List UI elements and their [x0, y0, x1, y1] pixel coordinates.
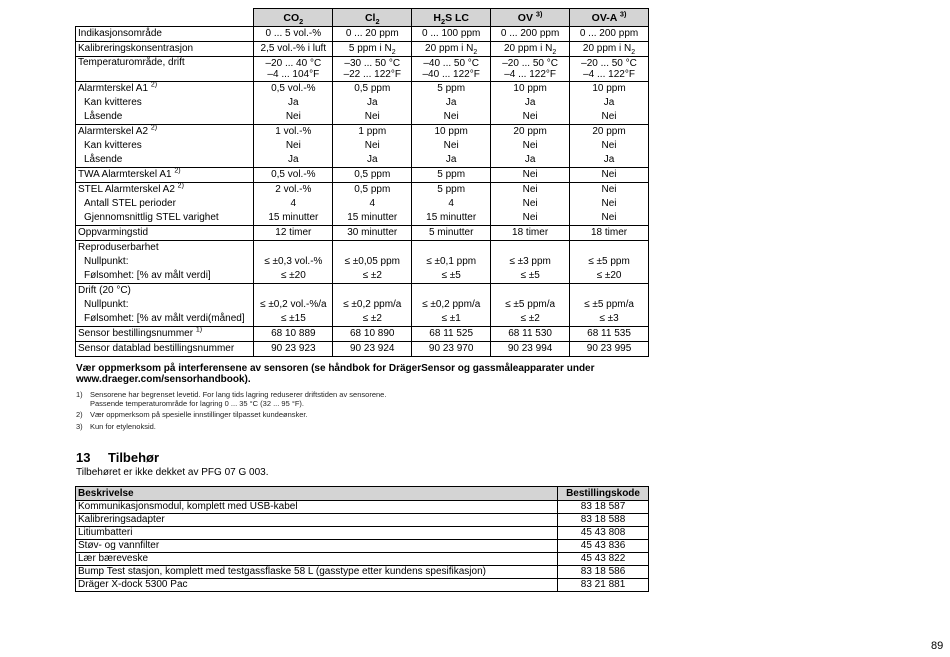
spec-cell: Nei — [254, 110, 333, 125]
spec-cell — [491, 284, 570, 299]
spec-cell: 90 23 924 — [333, 342, 412, 357]
spec-row-label: Alarmterskel A1 $^{2)}$ — [76, 82, 254, 97]
spec-cell: 12 timer — [254, 226, 333, 241]
spec-row-label: Følsomhet: [% av målt verdi(måned] — [76, 312, 254, 327]
spec-cell: ≤ ±1 — [412, 312, 491, 327]
spec-cell: Nei — [570, 197, 649, 211]
spec-cell: ≤ ±5 — [491, 269, 570, 284]
acc-row — [76, 527, 649, 540]
spec-cell: 0 ... 20 ppm — [333, 27, 412, 42]
spec-cell: Ja — [254, 96, 333, 110]
spec-cell: 4 — [333, 197, 412, 211]
spec-cell: ≤ ±2 — [333, 269, 412, 284]
spec-row — [76, 168, 649, 183]
acc-desc: Bump Test stasjon, komplett med testgassflaske 58 L (gasstype etter kundens spesifikasjon) — [76, 566, 558, 579]
col-header-h2s: $H_2S$ LC — [412, 9, 491, 27]
spec-row — [76, 96, 649, 110]
spec-cell — [570, 241, 649, 256]
spec-cell: Nei — [412, 110, 491, 125]
spec-cell: Nei — [491, 211, 570, 226]
col-header-co2: $CO_2$ — [254, 9, 333, 27]
spec-cell — [570, 284, 649, 299]
acc-code: 45 43 808 — [558, 527, 649, 540]
section-subtitle: Tilbehøret er ikke dekket av PFG 07 G 003. — [76, 467, 269, 478]
specification-table — [75, 8, 649, 357]
spec-cell: 68 10 889 — [254, 327, 333, 342]
acc-desc: Dräger X-dock 5300 Pac — [76, 579, 558, 592]
spec-cell: –20 ... 50 °C –4 ... 122°F — [491, 57, 570, 82]
spec-cell: 5 ppm — [412, 168, 491, 183]
spec-cell: 68 11 530 — [491, 327, 570, 342]
spec-cell: 68 11 525 — [412, 327, 491, 342]
spec-row — [76, 312, 649, 327]
spec-cell — [491, 241, 570, 256]
acc-header-desc: Beskrivelse — [76, 487, 558, 501]
acc-code: 45 43 836 — [558, 540, 649, 553]
acc-desc: Litiumbatteri — [76, 527, 558, 540]
spec-row — [76, 57, 649, 82]
spec-row-label: TWA Alarmterskel A1 $^{2)}$ — [76, 168, 254, 183]
spec-cell: ≤ ±3 — [570, 312, 649, 327]
acc-desc: Støv- og vannfilter — [76, 540, 558, 553]
acc-code: 83 18 587 — [558, 501, 649, 514]
spec-cell: 10 ppm — [412, 125, 491, 140]
spec-cell — [333, 241, 412, 256]
spec-row-label: Kalibreringskonsentrasjon — [76, 42, 254, 57]
spec-cell: 20 ppm i $N_2$ — [570, 42, 649, 57]
spec-cell: 2,5 vol.-% i luft — [254, 42, 333, 57]
spec-cell: Nei — [570, 183, 649, 198]
spec-cell: 5 ppm i $N_2$ — [333, 42, 412, 57]
spec-row-label: Sensor bestillingsnummer $^{1)}$ — [76, 327, 254, 342]
spec-cell: Ja — [333, 96, 412, 110]
acc-row — [76, 566, 649, 579]
spec-cell: Nei — [491, 110, 570, 125]
spec-cell: ≤ ±0,1 ppm — [412, 255, 491, 269]
spec-cell — [412, 284, 491, 299]
spec-cell: Ja — [333, 153, 412, 168]
spec-cell: Nei — [491, 197, 570, 211]
spec-row-label: Temperaturområde, drift — [76, 57, 254, 82]
spec-cell: 5 ppm — [412, 82, 491, 97]
spec-cell: Nei — [570, 110, 649, 125]
spec-cell: 30 minutter — [333, 226, 412, 241]
spec-cell — [254, 241, 333, 256]
spec-row — [76, 183, 649, 198]
acc-desc: Kommunikasjonsmodul, komplett med USB-kabel — [76, 501, 558, 514]
spec-row — [76, 284, 649, 299]
spec-body — [76, 27, 649, 357]
spec-row-label: Oppvarmingstid — [76, 226, 254, 241]
spec-cell: 90 23 995 — [570, 342, 649, 357]
spec-row-label: Reproduserbarhet — [76, 241, 254, 256]
spec-cell: –20 ... 50 °C –4 ... 122°F — [570, 57, 649, 82]
spec-cell: ≤ ±0,3 vol.-% — [254, 255, 333, 269]
spec-cell: 1 ppm — [333, 125, 412, 140]
spec-row-label: Alarmterskel A2 $^{2)}$ — [76, 125, 254, 140]
acc-row — [76, 501, 649, 514]
spec-cell: –20 ... 40 °C –4 ... 104°F — [254, 57, 333, 82]
spec-cell: Nei — [491, 139, 570, 153]
spec-cell: Ja — [491, 96, 570, 110]
spec-row — [76, 139, 649, 153]
spec-cell: Ja — [412, 96, 491, 110]
spec-row — [76, 269, 649, 284]
spec-cell: –40 ... 50 °C –40 ... 122°F — [412, 57, 491, 82]
col-header-cl2: $Cl_2$ — [333, 9, 412, 27]
spec-cell: ≤ ±2 — [491, 312, 570, 327]
spec-cell: Ja — [491, 153, 570, 168]
spec-row — [76, 82, 649, 97]
spec-cell: ≤ ±0,2 ppm/a — [412, 298, 491, 312]
spec-cell: Ja — [412, 153, 491, 168]
acc-code: 83 18 586 — [558, 566, 649, 579]
spec-cell: 2 vol.-% — [254, 183, 333, 198]
spec-cell: 5 minutter — [412, 226, 491, 241]
acc-code: 83 18 588 — [558, 514, 649, 527]
acc-row — [76, 553, 649, 566]
spec-cell: 0,5 ppm — [333, 183, 412, 198]
spec-row-label: Kan kvitteres — [76, 139, 254, 153]
spec-cell: 0 ... 200 ppm — [491, 27, 570, 42]
spec-cell: 90 23 923 — [254, 342, 333, 357]
spec-cell: 90 23 994 — [491, 342, 570, 357]
spec-row — [76, 298, 649, 312]
spec-row-label: STEL Alarmterskel A2 $^{2)}$ — [76, 183, 254, 198]
spec-cell: Nei — [570, 139, 649, 153]
acc-body — [76, 501, 649, 592]
spec-cell: 0,5 ppm — [333, 168, 412, 183]
acc-code: 45 43 822 — [558, 553, 649, 566]
spec-cell: ≤ ±0,2 vol.-%/a — [254, 298, 333, 312]
footnote-2: 2) Vær oppmerksom på spesielle innstillinger tilpasset kundeønsker. — [76, 410, 308, 419]
spec-cell: ≤ ±0,2 ppm/a — [333, 298, 412, 312]
spec-row — [76, 255, 649, 269]
spec-cell: 15 minutter — [333, 211, 412, 226]
spec-cell: 68 10 890 — [333, 327, 412, 342]
spec-row — [76, 342, 649, 357]
spec-cell — [412, 241, 491, 256]
spec-cell: 4 — [254, 197, 333, 211]
spec-row-label: Nullpunkt: — [76, 298, 254, 312]
spec-cell: 10 ppm — [491, 82, 570, 97]
spec-row-label: Kan kvitteres — [76, 96, 254, 110]
spec-header-blank — [76, 9, 254, 27]
spec-cell: ≤ ±0,05 ppm — [333, 255, 412, 269]
interference-note: Vær oppmerksom på interferensene av sensoren (se håndbok for DrägerSensor og gassmåleapparater under www.draeger.com/sensorhandbook). — [76, 363, 595, 385]
spec-cell: 20 ppm — [491, 125, 570, 140]
spec-row — [76, 125, 649, 140]
spec-cell: ≤ ±5 — [412, 269, 491, 284]
spec-cell: Nei — [491, 168, 570, 183]
spec-cell: 15 minutter — [412, 211, 491, 226]
spec-row — [76, 197, 649, 211]
acc-row — [76, 540, 649, 553]
spec-cell: 0 ... 100 ppm — [412, 27, 491, 42]
spec-cell: 20 ppm i $N_2$ — [491, 42, 570, 57]
spec-cell: ≤ ±3 ppm — [491, 255, 570, 269]
spec-row-label: Antall STEL perioder — [76, 197, 254, 211]
acc-header-row — [76, 487, 649, 501]
section-number: 13 — [76, 450, 91, 465]
spec-cell: 4 — [412, 197, 491, 211]
spec-cell: 0,5 ppm — [333, 82, 412, 97]
accessories-table — [75, 486, 649, 592]
spec-row-label: Låsende — [76, 153, 254, 168]
spec-row-label: Låsende — [76, 110, 254, 125]
spec-cell: Ja — [570, 96, 649, 110]
spec-cell — [254, 284, 333, 299]
page-number: 89 — [931, 640, 944, 652]
spec-cell: –30 ... 50 °C –22 ... 122°F — [333, 57, 412, 82]
spec-cell: 18 timer — [570, 226, 649, 241]
spec-cell: Nei — [570, 211, 649, 226]
acc-code: 83 21 881 — [558, 579, 649, 592]
acc-desc: Kalibreringsadapter — [76, 514, 558, 527]
spec-cell: 15 minutter — [254, 211, 333, 226]
spec-cell: Nei — [412, 139, 491, 153]
spec-row-label: Følsomhet: [% av målt verdi] — [76, 269, 254, 284]
spec-header-row — [76, 9, 649, 27]
spec-cell: Nei — [254, 139, 333, 153]
spec-cell: 20 ppm i $N_2$ — [412, 42, 491, 57]
spec-cell: Nei — [333, 139, 412, 153]
col-header-ov: OV $^{3)}$ — [491, 9, 570, 27]
spec-cell: Ja — [254, 153, 333, 168]
spec-cell: 0,5 vol.-% — [254, 168, 333, 183]
spec-row — [76, 226, 649, 241]
spec-row — [76, 241, 649, 256]
spec-row-label: Indikasjonsområde — [76, 27, 254, 42]
spec-cell — [333, 284, 412, 299]
spec-cell: Nei — [333, 110, 412, 125]
spec-row-label: Gjennomsnittlig STEL varighet — [76, 211, 254, 226]
spec-cell: ≤ ±5 ppm — [570, 255, 649, 269]
acc-header-code: Bestillingskode — [558, 487, 649, 501]
spec-cell: 20 ppm — [570, 125, 649, 140]
acc-row — [76, 579, 649, 592]
spec-cell: 0,5 vol.-% — [254, 82, 333, 97]
spec-cell: ≤ ±15 — [254, 312, 333, 327]
spec-cell: Ja — [570, 153, 649, 168]
spec-cell: 5 ppm — [412, 183, 491, 198]
footnote-3: 3) Kun for etylenoksid. — [76, 422, 156, 431]
col-header-ova: OV-A $^{3)}$ — [570, 9, 649, 27]
footnote-1: 1) Sensorene har begrenset levetid. For lang tids lagring reduserer driftstiden av sensorene. Passende temperaturområde for lagring 0 ... 35 °C (32 ... 95 °F). — [76, 390, 387, 408]
spec-cell: ≤ ±5 ppm/a — [491, 298, 570, 312]
spec-row-label: Nullpunkt: — [76, 255, 254, 269]
spec-cell: 18 timer — [491, 226, 570, 241]
spec-row-label: Sensor datablad bestillingsnummer — [76, 342, 254, 357]
acc-row — [76, 514, 649, 527]
spec-cell: 0 ... 5 vol.-% — [254, 27, 333, 42]
spec-cell: Nei — [491, 183, 570, 198]
section-heading — [76, 450, 159, 465]
spec-row — [76, 153, 649, 168]
spec-row — [76, 27, 649, 42]
spec-cell: Nei — [570, 168, 649, 183]
spec-cell: 0 ... 200 ppm — [570, 27, 649, 42]
spec-row — [76, 42, 649, 57]
spec-row — [76, 110, 649, 125]
spec-cell: ≤ ±2 — [333, 312, 412, 327]
spec-cell: ≤ ±20 — [254, 269, 333, 284]
spec-cell: 10 ppm — [570, 82, 649, 97]
spec-row-label: Drift (20 °C) — [76, 284, 254, 299]
spec-cell: 1 vol.-% — [254, 125, 333, 140]
spec-row — [76, 211, 649, 226]
spec-cell: 68 11 535 — [570, 327, 649, 342]
spec-cell: ≤ ±20 — [570, 269, 649, 284]
spec-cell: 90 23 970 — [412, 342, 491, 357]
acc-desc: Lær bæreveske — [76, 553, 558, 566]
spec-cell: ≤ ±5 ppm/a — [570, 298, 649, 312]
spec-row — [76, 327, 649, 342]
section-title: Tilbehør — [108, 450, 160, 465]
